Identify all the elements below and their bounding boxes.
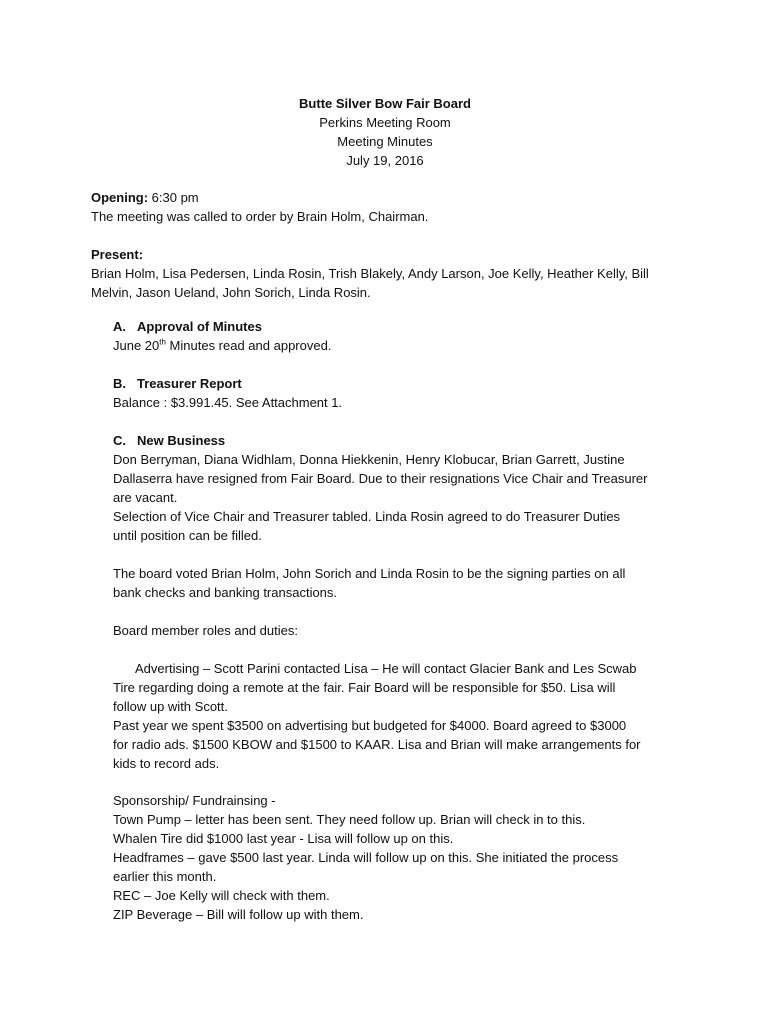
opening-time: 6:30 pm — [148, 190, 199, 205]
section-b — [113, 374, 693, 412]
sponsorship-line-1: Sponsorship/ Fundrainsing - — [113, 793, 276, 808]
section-c-letter: C. — [113, 433, 126, 448]
resignation-line-2: Dallaserra have resigned from Fair Board. Due to their resignations Vice Chair and Treasurer — [113, 471, 648, 486]
present-section — [91, 245, 691, 302]
meeting-location: Perkins Meeting Room — [319, 115, 451, 130]
signing-line-2: bank checks and banking transactions. — [113, 585, 338, 600]
present-label: Present: — [91, 247, 144, 262]
sponsorship-paragraph — [113, 791, 693, 924]
document-type: Meeting Minutes — [337, 134, 433, 149]
resignation-line-5: until position can be filled. — [113, 528, 262, 543]
section-a-text-post: Minutes read and approved. — [165, 338, 332, 353]
section-a — [113, 317, 693, 355]
sponsorship-line-6: REC – Joe Kelly will check with them. — [113, 888, 330, 903]
advertising-line-5: for radio ads. $1500 KBOW and $1500 to KAAR. Lisa and Brian will make arrangements for — [113, 737, 641, 752]
section-a-text-sup: th — [159, 337, 166, 347]
advertising-line-1: Advertising – Scott Parini contacted Lisa – He will contact Glacier Bank and Les Scwab — [135, 661, 637, 676]
opening-section — [91, 188, 691, 226]
advertising-line-2: Tire regarding doing a remote at the fair. Fair Board will be responsible for $50. Lisa will — [113, 680, 616, 695]
section-b-letter: B. — [113, 376, 126, 391]
advertising-line-3: follow up with Scott. — [113, 699, 228, 714]
section-b-text: Balance : $3.991.45. See Attachment 1. — [113, 395, 343, 410]
organization-name: Butte Silver Bow Fair Board — [299, 96, 471, 111]
signing-paragraph — [113, 564, 693, 602]
resignation-line-4: Selection of Vice Chair and Treasurer tabled. Linda Rosin agreed to do Treasurer Duties — [113, 509, 621, 524]
sponsorship-line-4: Headframes – gave $500 last year. Linda will follow up on this. She initiated the process — [113, 850, 619, 865]
meeting-date: July 19, 2016 — [346, 153, 424, 168]
section-c-heading — [113, 431, 693, 450]
advertising-line-4: Past year we spent $3500 on advertising but budgeted for $4000. Board agreed to $3000 — [113, 718, 627, 733]
resignation-line-1: Don Berryman, Diana Widhlam, Donna Hiekkenin, Henry Klobucar, Brian Garrett, Justine — [113, 452, 625, 467]
resignation-line-3: are vacant. — [113, 490, 178, 505]
section-b-title: Treasurer Report — [137, 376, 242, 391]
document-header — [0, 94, 770, 170]
section-a-heading — [113, 317, 693, 336]
present-line-1: Brian Holm, Lisa Pedersen, Linda Rosin, Trish Blakely, Andy Larson, Joe Kelly, Heather Kelly, Bill — [91, 266, 649, 281]
section-a-text-pre: June 20 — [113, 338, 160, 353]
section-a-letter: A. — [113, 319, 126, 334]
present-line-2: Melvin, Jason Ueland, John Sorich, Linda Rosin. — [91, 285, 371, 300]
roles-heading — [113, 621, 693, 640]
opening-label: Opening: — [91, 190, 149, 205]
section-a-title: Approval of Minutes — [137, 319, 262, 334]
section-c-title: New Business — [137, 433, 226, 448]
advertising-line-6: kids to record ads. — [113, 756, 220, 771]
sponsorship-line-2: Town Pump – letter has been sent. They need follow up. Brian will check in to this. — [113, 812, 586, 827]
sponsorship-line-7: ZIP Beverage – Bill will follow up with them. — [113, 907, 364, 922]
section-b-heading — [113, 374, 693, 393]
opening-text: The meeting was called to order by Brain Holm, Chairman. — [91, 209, 429, 224]
sponsorship-line-5: earlier this month. — [113, 869, 217, 884]
signing-line-1: The board voted Brian Holm, John Sorich and Linda Rosin to be the signing parties on all — [113, 566, 626, 581]
sponsorship-line-3: Whalen Tire did $1000 last year - Lisa will follow up on this. — [113, 831, 454, 846]
section-c — [113, 431, 693, 545]
section-a-text — [113, 336, 693, 355]
advertising-paragraph — [113, 659, 693, 773]
roles-heading-text: Board member roles and duties: — [113, 623, 298, 638]
